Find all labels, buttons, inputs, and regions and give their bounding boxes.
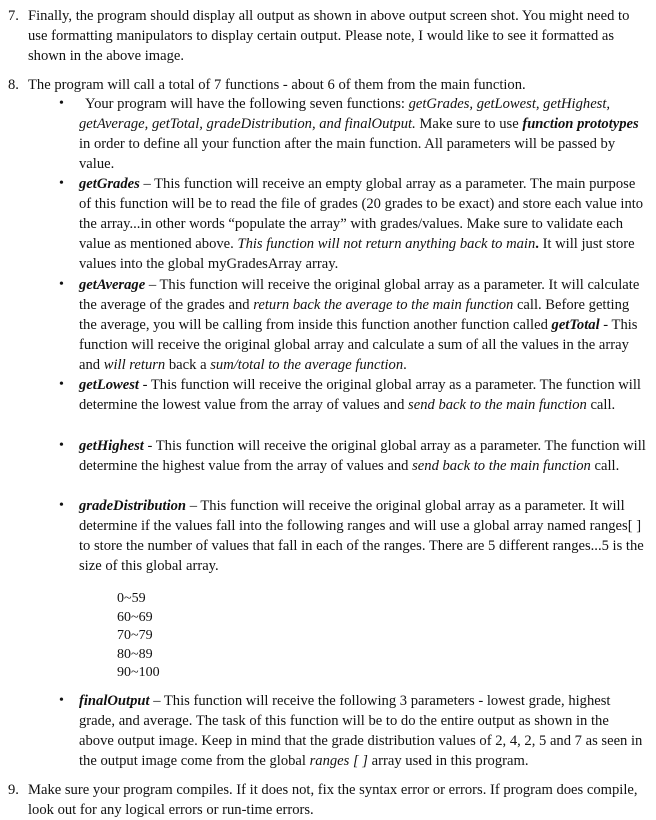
bullet-getlowest: • getLowest - This function will receive the original global array as a parameter. The function will determine the lowest value from the array of values and send back to the main function call. [59, 377, 641, 413]
bullet-gradedistribution: • gradeDistribution – This function will receive the original global array as a parameter. It will determine if the values fall into the following ranges and will use a global array named ranges[ ] to store the number of values that fall in each of the ranges. There are 5 different ranges...5 is the size of this global array. [59, 498, 644, 574]
bullet-icon: • [59, 277, 64, 292]
bullet-icon: • [59, 176, 64, 191]
item-9-text: Make sure your program compiles. If it does not, fix the syntax error or errors. If program does compile, look out for any logical errors or run-time errors. [28, 782, 638, 818]
bullet-getaverage: • getAverage – This function will receive the original global array as a parameter. It will calculate the average of the grades and return back the average to the main function call. Before getting the average, you will be calling from inside this function another function called getTotal - This function will receive the original global array and calculate a sum of all the values in the array and will return back a sum/total to the average function. [59, 277, 640, 373]
bullet-icon: • [59, 438, 64, 453]
function-prototypes-text: function prototypes [522, 116, 639, 132]
item-7-text: Finally, the program should display all output as shown in above output screen shot. You might need to use formatting manipulators to display certain output. Please note, I would like to see it formatted as shown in the above image. [28, 8, 630, 64]
function-names: getGrades, getLowest, getHighest, getAverage, getTotal, gradeDistribution, and finalOutput. [79, 96, 611, 132]
bullet-getgrades: • getGrades – This function will receive an empty global array as a parameter. The main purpose of this function will be to read the file of grades (20 grades to be exact) and store each value into the array...in other words “populate the array” with grades/values. Make sure to validate each value as mentioned above. This function will not return anything back to main. It will just store values into the global myGradesArray array. [59, 176, 644, 272]
function-name: finalOutput [79, 693, 150, 709]
item-number: 7. [8, 8, 19, 24]
item-number: 9. [8, 782, 19, 798]
bullet-finaloutput: • finalOutput – This function will receive the following 3 parameters - lowest grade, highest grade, and average. The task of this function will be to do the entire output as shown in the above output image. Keep in mind that the grade distribution values of 2, 4, 2, 5 and 7 as seen in the output image come from the global ranges [ ] array used in this program. [59, 693, 643, 769]
range-item: 60~69 [117, 609, 153, 625]
function-name: getGrades [79, 176, 140, 192]
function-name: getAverage [79, 277, 146, 293]
item-8-intro: The program will call a total of 7 functions - about 6 of them from the main function. [28, 77, 526, 93]
function-name: getTotal [551, 317, 600, 333]
function-name: getLowest [79, 377, 139, 393]
range-item: 70~79 [117, 628, 153, 643]
bullet-gethighest: • getHighest - This function will receive the original global array as a parameter. The function will determine the highest value from the array of values and send back to the main function call. [59, 438, 646, 474]
list-item-7 [8, 6, 650, 66]
bullet-icon: • [59, 693, 64, 708]
range-item: 0~59 [117, 591, 146, 606]
bullet-functions-overview: • Your program will have the following seven functions: getGrades, getLowest, getHighest, getAverage, getTotal, gradeDistribution, and finalOutput. Make sure to use function prototypes in order to define all your function after the main function. All parameters will be passed by value. [59, 96, 639, 172]
function-name: getHighest [79, 438, 144, 454]
function-name: gradeDistribution [79, 498, 187, 514]
bullet-icon: • [59, 498, 64, 513]
list-item-8 [8, 75, 650, 95]
range-item: 80~89 [117, 646, 153, 662]
range-item: 90~100 [117, 665, 160, 680]
list-item-9 [8, 780, 650, 820]
grade-ranges-list [117, 590, 160, 683]
item-number: 8. [8, 77, 19, 93]
bullet-icon: • [59, 96, 64, 111]
bullet-icon: • [59, 377, 64, 392]
